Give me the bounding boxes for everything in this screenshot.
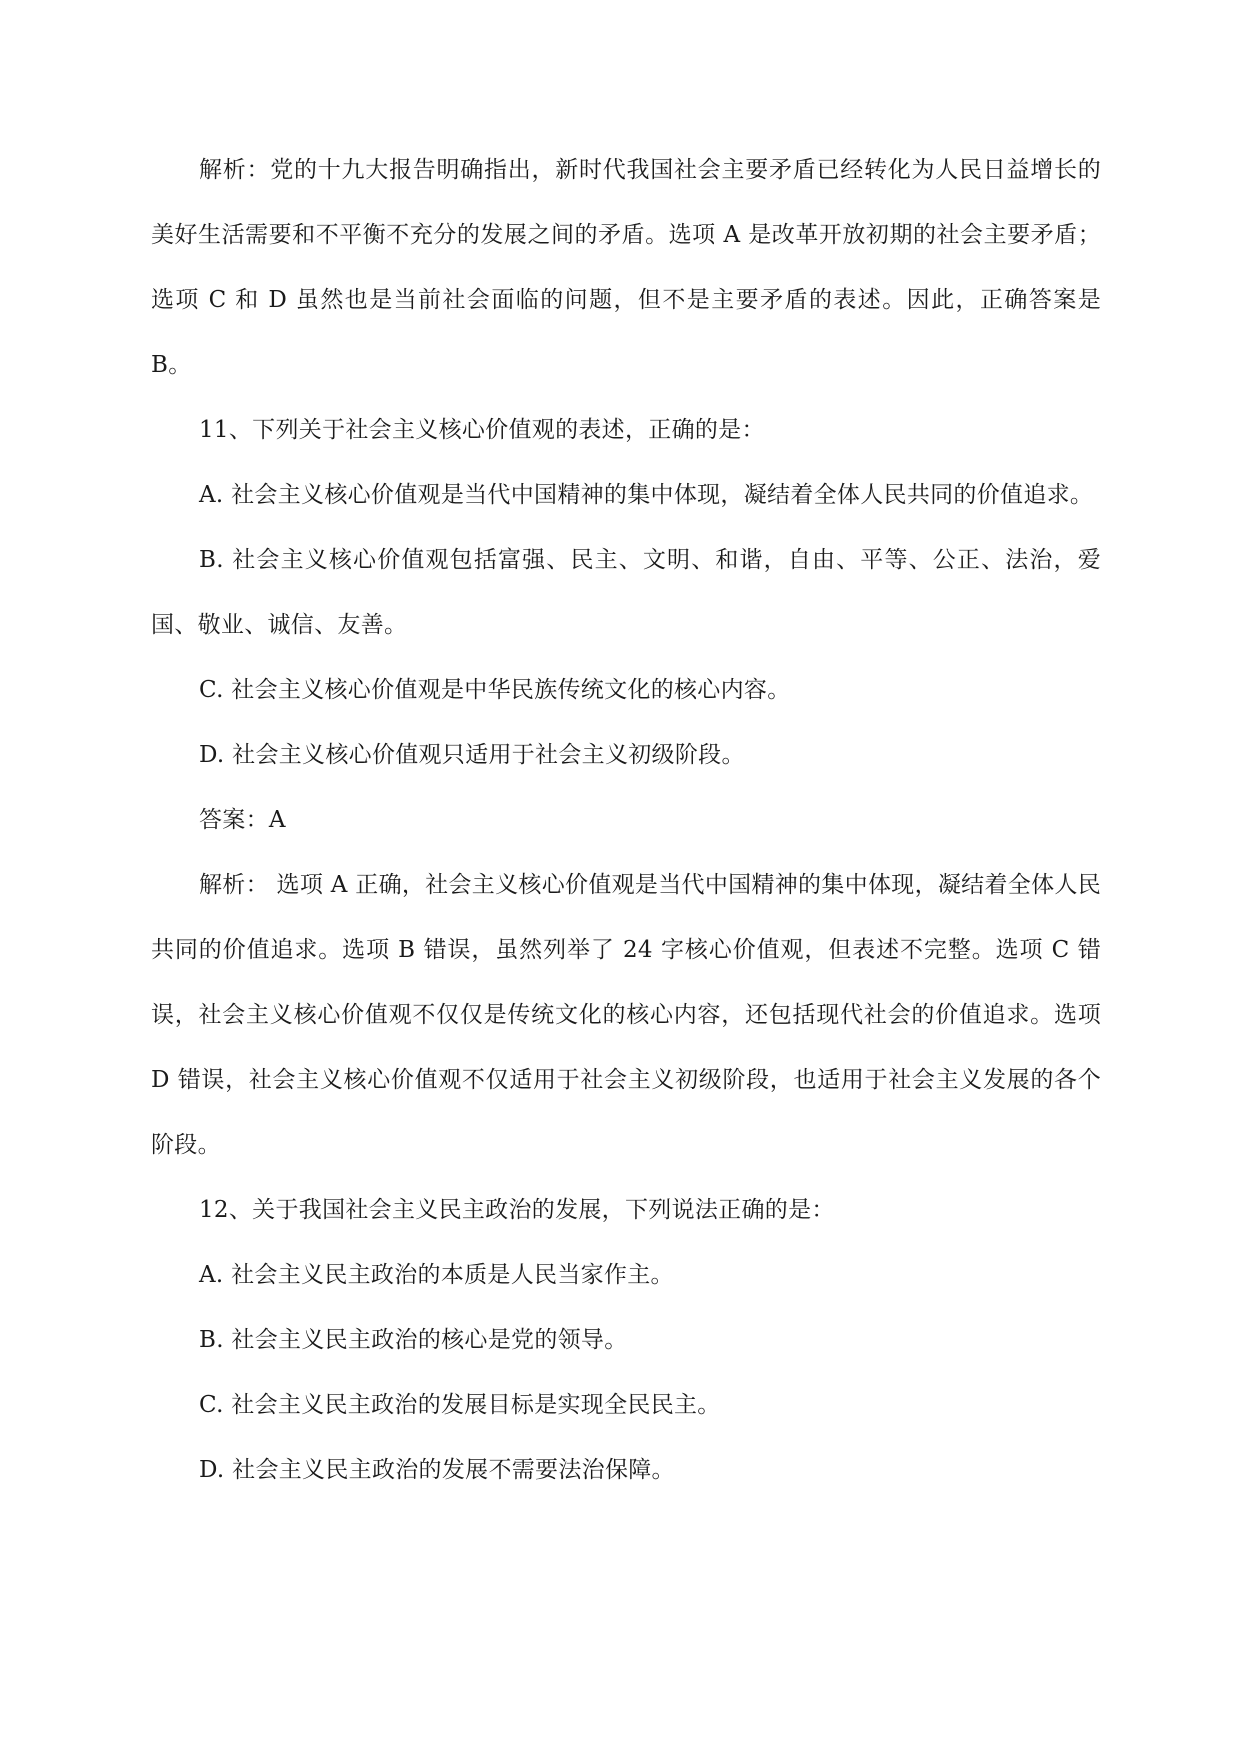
q10-analysis: 解析：党的十九大报告明确指出，新时代我国社会主要矛盾已经转化为人民日益增长的美好生活需要和不平衡不充分的发展之间的矛盾。选项 A 是改革开放初期的社会主要矛盾；选项 C 和 D 虽然也是当前社会面临的问题，但不是主要矛盾的表述。因此，正确答案是 B。 xyxy=(151,157,1101,378)
q11-answer: 答案：A xyxy=(199,807,286,833)
q12-option-c: C. 社会主义民主政治的发展目标是实现全民民主。 xyxy=(199,1392,721,1418)
q11-option-a: A. 社会主义核心价值观是当代中国精神的集中体现，凝结着全体人民共同的价值追求。 xyxy=(199,482,1094,508)
q12-stem: 12、关于我国社会主义民主政治的发展，下列说法正确的是： xyxy=(199,1197,835,1223)
q12-option-d: D. 社会主义民主政治的发展不需要法治保障。 xyxy=(199,1457,675,1483)
q12-option-a: A. 社会主义民主政治的本质是人民当家作主。 xyxy=(199,1262,674,1288)
q11-option-c: C. 社会主义核心价值观是中华民族传统文化的核心内容。 xyxy=(199,677,791,703)
q11-analysis: 解析： 选项 A 正确，社会主义核心价值观是当代中国精神的集中体现，凝结着全体人民共同的价值追求。选项 B 错误，虽然列举了 24 字核心价值观，但表述不完整。选项 C 错误，社会主义核心价值观不仅仅是传统文化的核心内容，还包括现代社会的价值追求。选项 D 错误，社会主义核心价值观不仅适用于社会主义初级阶段，也适用于社会主义发展的各个阶段。 xyxy=(151,872,1101,1158)
document-page xyxy=(151,138,1101,1503)
q11-stem: 11、下列关于社会主义核心价值观的表述，正确的是： xyxy=(199,417,765,443)
q11-option-d: D. 社会主义核心价值观只适用于社会主义初级阶段。 xyxy=(199,742,745,768)
q12-option-b: B. 社会主义民主政治的核心是党的领导。 xyxy=(199,1327,628,1353)
q11-option-b: B. 社会主义核心价值观包括富强、民主、文明、和谐，自由、平等、公正、法治，爱国、敬业、诚信、友善。 xyxy=(151,547,1101,638)
